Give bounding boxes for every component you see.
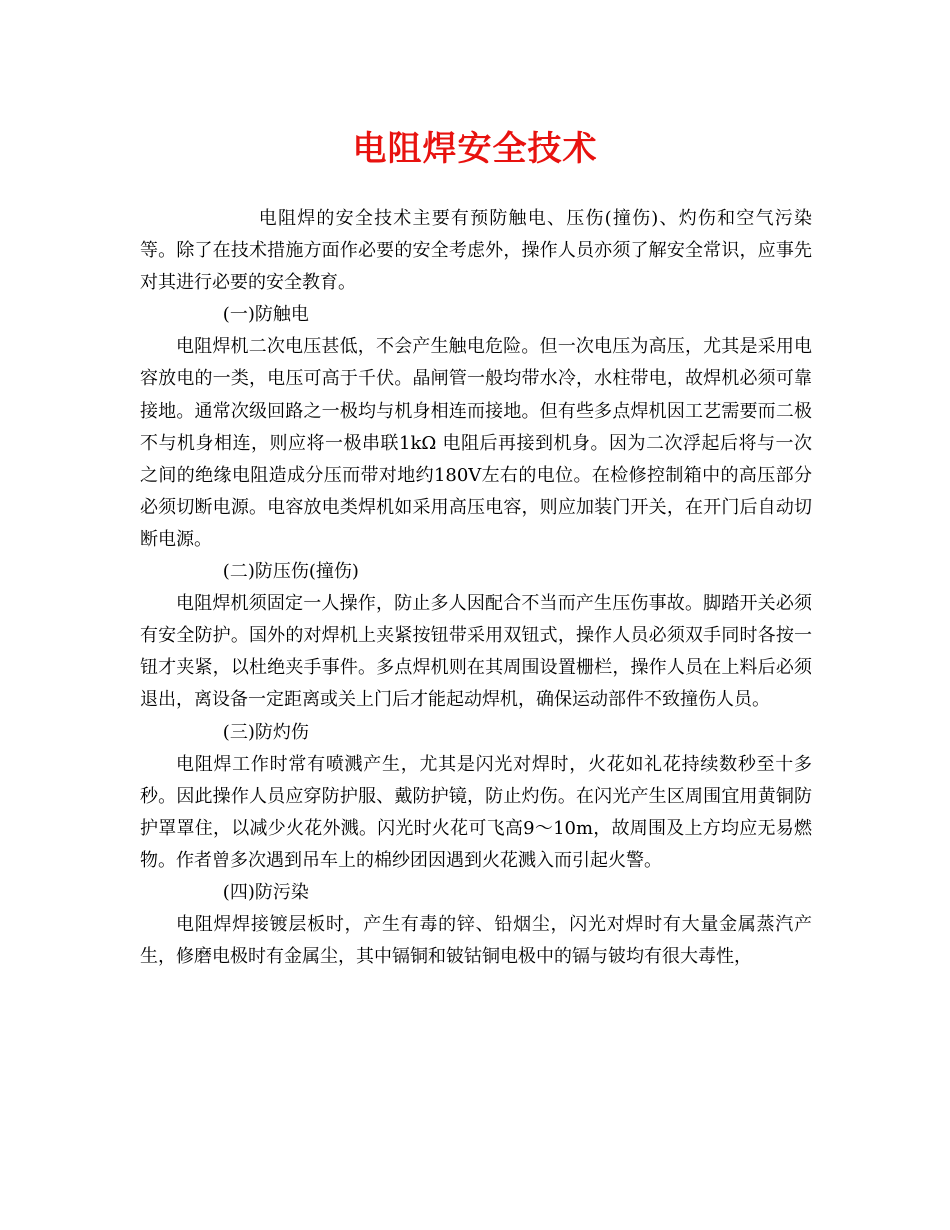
section-heading-electric-shock: (一)防触电 <box>222 304 309 326</box>
section-heading-crush-injury: (二)防压伤(撞伤) <box>222 561 359 583</box>
document-body <box>140 203 812 973</box>
section-paragraph-electric-shock: 电阻焊机二次电压甚低，不会产生触电危险。但一次电压为高压，尤其是采用电容放电的一类，电压可高于千伏。晶闸管一般均带水冷，水柱带电，故焊机必须可靠接地。通常次级回路之一极均与机身相连而接地。但有些多点焊机因工艺需要而二极不与机身相连，则应将一极串联1kΩ 电阻后再接到机身。因为二次浮起后将与一次之间的绝缘电阻造成分压而带对地约180V左右的电位。在检修控制箱中的高压部分必须切断电源。电容放电类焊机如采用高压电容，则应加装门开关，在开门后自动切断电源。 <box>140 336 812 550</box>
section-paragraph-burns: 电阻焊工作时常有喷溅产生，尤其是闪光对焊时，火花如礼花持续数秒至十多秒。因此操作人员应穿防护服、戴防护镜，防止灼伤。在闪光产生区周围宜用黄铜防护罩罩住，以减少火花外溅。闪光时火花可飞高9～10m，故周围及上方均应无易燃物。作者曾多次遇到吊车上的棉纱团因遇到火花溅入而引起火警。 <box>140 753 812 871</box>
section-heading-pollution: (四)防污染 <box>222 881 309 903</box>
section-heading-burns: (三)防灼伤 <box>222 721 309 743</box>
section-paragraph-pollution: 电阻焊焊接镀层板时，产生有毒的锌、铅烟尘，闪光对焊时有大量金属蒸汽产生，修磨电极时有金属尘，其中镉铜和铍钴铜电极中的镉与铍均有很大毒性， <box>140 914 812 968</box>
section-paragraph-crush-injury: 电阻焊机须固定一人操作，防止多人因配合不当而产生压伤事故。脚踏开关必须有安全防护。国外的对焊机上夹紧按钮带采用双钮式，操作人员必须双手同时各按一钮才夹紧，以杜绝夹手事件。多点焊机则在其周围设置栅栏，操作人员在上料后必须退出，离设备一定距离或关上门后才能起动焊机，确保运动部件不致撞伤人员。 <box>140 593 812 711</box>
document-title: 电阻焊安全技术 <box>352 129 598 169</box>
intro-paragraph: 电阻焊的安全技术主要有预防触电、压伤(撞伤)、灼伤和空气污染等。除了在技术措施方面作必要的安全考虑外，操作人员亦须了解安全常识，应事先对其进行必要的安全教育。 <box>140 208 812 294</box>
